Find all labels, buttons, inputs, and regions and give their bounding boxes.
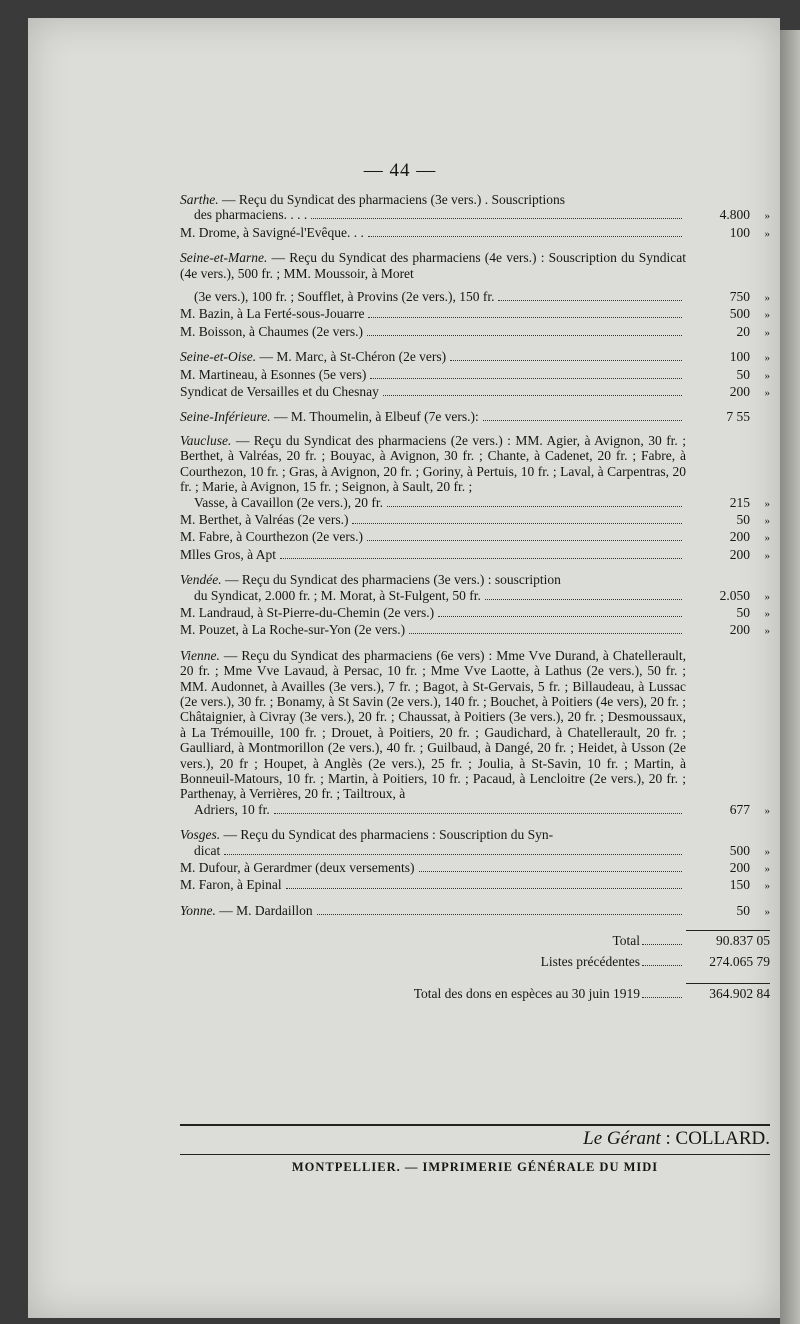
entry-text: M. Pouzet, à La Roche-sur-Yon (2e vers.) <box>180 622 406 638</box>
gerant-label: Le Gérant <box>583 1128 661 1149</box>
amount: 50 <box>736 366 750 382</box>
quote-mark: » <box>764 880 770 893</box>
quote-mark: » <box>764 352 770 365</box>
totals-block <box>180 930 770 1001</box>
entry-text: Mlles Gros, à Apt <box>180 546 276 562</box>
quote-mark: » <box>764 845 770 858</box>
dept-name: Sarthe. <box>180 192 219 207</box>
entry-seine-et-marne <box>180 250 770 341</box>
entry-text: M. Dufour, à Gerardmer (deux versements) <box>180 860 415 876</box>
quote-mark: » <box>764 532 770 545</box>
gerant-name: : COLLARD. <box>665 1128 770 1149</box>
donations-list <box>180 192 770 1001</box>
dept-name: Vendée. <box>180 572 222 588</box>
entry-text: — Reçu du Syndicat des pharmaciens (2e vers.) : MM. Agier, à Avignon, 30 fr. ; Berthet, à Valréas, 20 fr. ; Bouyac, à Avignon, 30 fr. ; Chante, à Cadenet, 20 fr. ; Fabre, à Courthezon, 10 fr. ; Gras, à Avignon, 20 fr. ; Goriny, à Pertuis, 10 fr. ; Laval, à Carpentras, 20 fr. ; Marie, à Avignon, 15 fr. ; Seignon, à Sault, 20 fr. ; <box>180 432 687 495</box>
entry-text: M. Bazin, à La Ferté-sous-Jouarre <box>180 306 365 322</box>
entry-seine-inferieure <box>180 409 770 424</box>
quote-mark: » <box>764 387 770 400</box>
quote-mark: » <box>764 549 770 562</box>
dept-name: Seine-Inférieure. <box>180 409 271 425</box>
total-row <box>180 930 770 948</box>
amount: 150 <box>729 877 750 893</box>
total-label: Total <box>612 933 640 949</box>
quote-mark: » <box>764 625 770 638</box>
entry-text: — Reçu du Syndicat des pharmaciens (3e vers.) : souscription <box>224 572 561 588</box>
previous-lists-value: 274.065 79 <box>709 953 770 969</box>
dept-name: Seine-et-Marne. <box>180 250 268 266</box>
amount: 100 <box>729 224 750 240</box>
printer-imprint: MONTPELLIER. — IMPRIMERIE GÉNÉRALE DU MIDI <box>291 1160 659 1174</box>
amount: 50 <box>736 604 750 620</box>
amount: 500 <box>729 842 750 858</box>
quote-mark: » <box>764 905 770 918</box>
quote-mark: » <box>764 326 770 339</box>
page-edge <box>780 30 800 1324</box>
entry-vaucluse <box>180 433 770 564</box>
dept-name: Vienne. <box>180 647 220 663</box>
quote-mark: » <box>764 292 770 305</box>
amount: 200 <box>729 384 750 400</box>
entry-vendee <box>180 572 770 640</box>
amount: 750 <box>729 289 750 305</box>
entry-text: M. Faron, à Epinal <box>180 877 282 893</box>
entry-text: M. Landraud, à St-Pierre-du-Chemin (2e vers.) <box>180 604 435 620</box>
entry-vienne <box>180 648 770 819</box>
entry-text: — M. Thoumelin, à Elbeuf (7e vers.): <box>273 409 479 425</box>
entry-text: du Syndicat, 2.000 fr. ; M. Morat, à St-Fulgent, 50 fr. <box>194 587 481 603</box>
imprint-rule <box>180 1154 770 1155</box>
entry-text: — Reçu du Syndicat des pharmaciens : Souscription du Syn- <box>223 827 554 843</box>
amount: 500 <box>729 306 750 322</box>
entry-text: des pharmaciens. . . . <box>194 207 308 223</box>
quote-mark: » <box>764 863 770 876</box>
footer-rule <box>180 1124 770 1126</box>
amount: 4.800 <box>719 207 750 223</box>
entry-text: M. Martineau, à Esonnes (5e vers) <box>180 366 367 382</box>
entry-text: — Reçu du Syndicat des pharmaciens (3e vers.) . Souscriptions <box>222 192 566 207</box>
amount: 215 <box>729 494 750 510</box>
grand-total-label: Total des dons en espèces au 30 juin 1919 <box>413 986 640 1002</box>
entry-text: — M. Marc, à St-Chéron (2e vers) <box>259 349 447 365</box>
amount: 50 <box>736 902 750 918</box>
quote-mark: » <box>764 210 770 223</box>
gerant-line <box>180 1128 770 1150</box>
total-value: 90.837 05 <box>686 930 770 948</box>
amount: 200 <box>729 860 750 876</box>
amount: 677 <box>729 801 750 817</box>
page-number: — 44 — <box>363 160 437 181</box>
entry-text: — Reçu du Syndicat des pharmaciens (4e vers.) : Souscription du Syndicat (4e vers.), 500 fr. ; MM. Moussoir, à Moret <box>180 250 687 281</box>
amount: 7 55 <box>726 409 750 425</box>
entry-text: M. Fabre, à Courthezon (2e vers.) <box>180 529 363 545</box>
amount: 200 <box>729 622 750 638</box>
quote-mark: » <box>764 227 770 240</box>
dept-name: Vosges. <box>180 827 221 843</box>
entry-seine-et-oise <box>180 349 770 401</box>
quote-mark: » <box>764 497 770 510</box>
quote-mark: » <box>764 804 770 817</box>
entry-text: M. Berthet, à Valréas (2e vers.) <box>180 511 349 527</box>
grand-total-value: 364.902 84 <box>686 983 770 1001</box>
entry-sarthe <box>180 192 770 242</box>
amount: 50 <box>736 511 750 527</box>
entry-text: — M. Dardaillon <box>219 902 313 918</box>
entry-text: Adriers, 10 fr. <box>194 801 270 817</box>
amount: 2.050 <box>719 587 750 603</box>
entry-text: Vasse, à Cavaillon (2e vers.), 20 fr. <box>194 494 383 510</box>
quote-mark: » <box>764 590 770 603</box>
entry-text: — Reçu du Syndicat des pharmaciens (6e vers) : Mme Vve Durand, à Chatellerault, 20 fr. ; Mme Vve Lavaud, à Persac, 10 fr. ; Mme Vve Laotte, à Lathus (2e vers.), 50 fr. ; MM. Audonnet, à Availles (3e vers.), 7 fr. ; Bagot, à St-Gervais, 5 fr. ; Billaudeau, à Lussac (2e vers.), 30 fr. ; Bonamy, à St Savin (2e vers.), 140 fr. ; Bouchet, à Poitiers (4e vers), 20 fr. ; Châtaignier, à Civray (3e vers.), 20 fr. ; Chaussat, à Poitiers (3e vers.), 20 fr. ; Desmoussaux, à La Trémouille, 100 fr. ; Drouet, à Poitiers, 20 fr. ; Gaudichard, à Chatellerault, 20 fr. ; Gaulliard, à Montmorillon (2e vers.), 40 fr. ; Guilbaud, à Dangé, 20 fr. ; Heidet, à Usson (2e vers.), 20 fr ; Houpet, à Anglès (2e vers.), 25 fr. ; Joulia, à St-Savin, 10 fr. ; Martin, à Bonneuil-Matours, 10 fr. ; Martin, à Poitiers, 10 fr. ; Pacaud, à Lencloitre (2e vers.), 20 fr. ; Parthenay, à Verrières, 20 fr. ; Tailtroux, à <box>180 647 687 802</box>
dept-name: Vaucluse. <box>180 432 232 448</box>
previous-lists-row <box>180 952 770 969</box>
entry-text: dicat <box>194 842 221 858</box>
entry-text: M. Boisson, à Chaumes (2e vers.) <box>180 323 363 339</box>
quote-mark: » <box>764 514 770 527</box>
entry-text: Syndicat de Versailles et du Chesnay <box>180 384 379 400</box>
entry-vosges <box>180 827 770 895</box>
quote-mark: » <box>764 369 770 382</box>
grand-total-row <box>180 983 770 1001</box>
amount: 100 <box>729 349 750 365</box>
entry-text: M. Drome, à Savigné-l'Evêque. . . <box>180 224 364 240</box>
entry-text: (3e vers.), 100 fr. ; Soufflet, à Provins (2e vers.), 150 fr. <box>194 289 495 305</box>
amount: 20 <box>736 323 750 339</box>
dept-name: Yonne. <box>180 902 216 918</box>
quote-mark: » <box>764 607 770 620</box>
quote-mark: » <box>764 309 770 322</box>
amount: 200 <box>729 546 750 562</box>
previous-lists-label: Listes précédentes <box>540 953 640 969</box>
entry-yonne <box>180 903 770 920</box>
amount: 200 <box>729 529 750 545</box>
dept-name: Seine-et-Oise. <box>180 349 257 365</box>
